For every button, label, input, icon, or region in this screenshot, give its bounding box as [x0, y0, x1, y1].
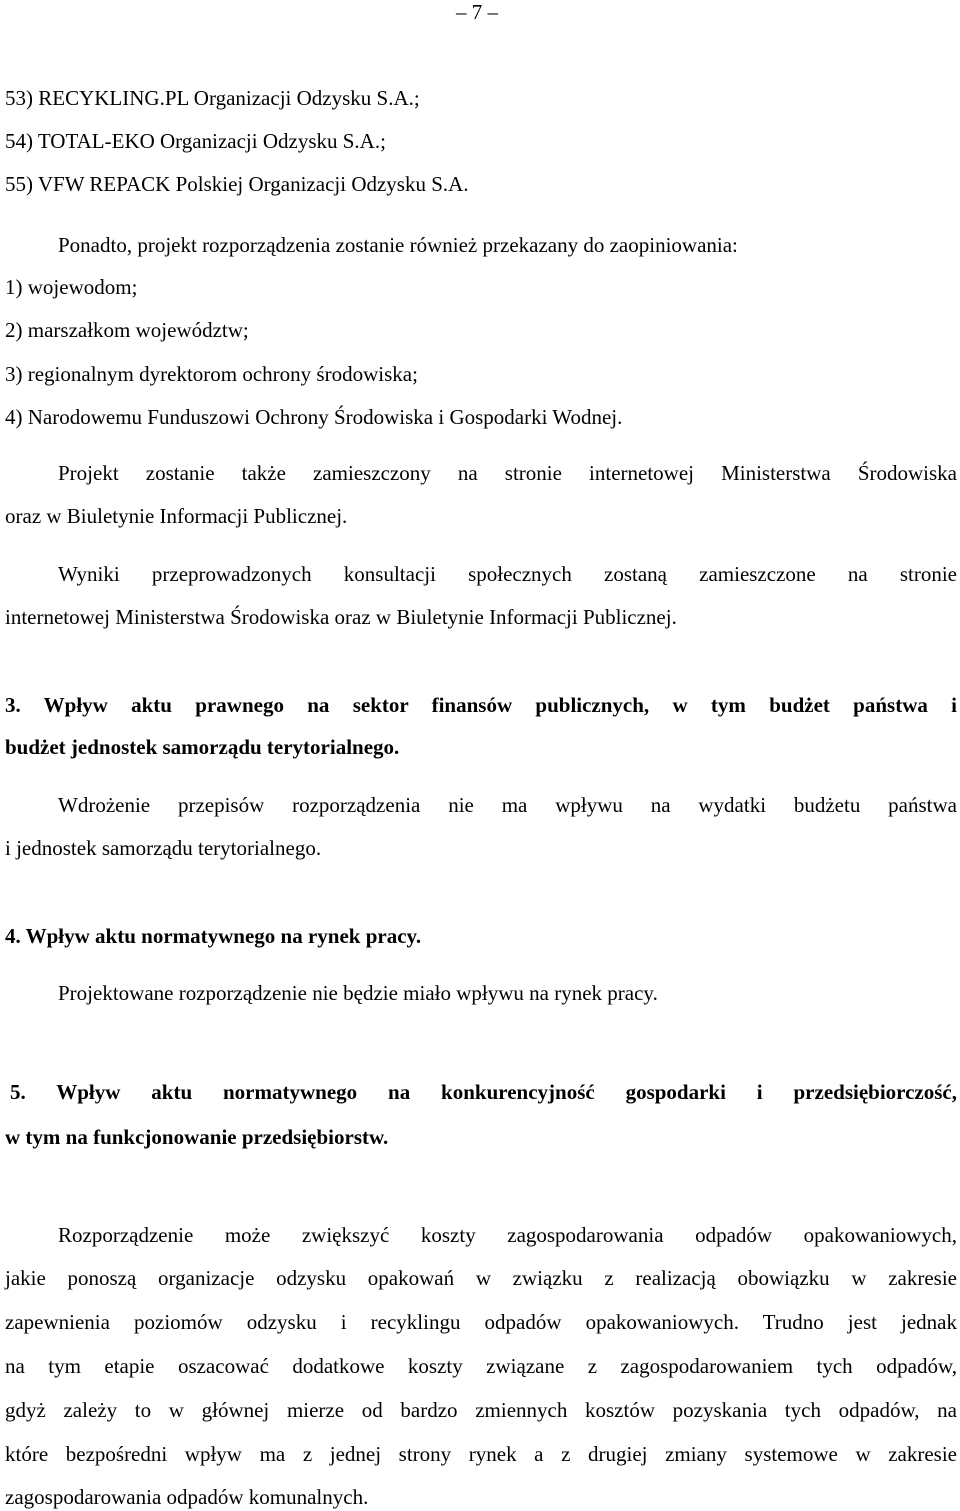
- section-heading: 4. Wpływ aktu normatywnego na rynek pracy.: [5, 924, 422, 948]
- paragraph-line: Projektowane rozporządzenie nie będzie miało wpływu na rynek pracy.: [58, 981, 658, 1005]
- paragraph-line: Rozporządzenie może zwiększyć koszty zagospodarowania odpadów opakowaniowych,: [58, 1223, 957, 1247]
- paragraph-line: Wyniki przeprowadzonych konsultacji społecznych zostaną zamieszczone na stronie: [58, 562, 957, 586]
- section-heading: 3. Wpływ aktu prawnego na sektor finansów publicznych, w tym budżet państwa i: [5, 693, 957, 717]
- paragraph-line: internetowej Ministerstwa Środowiska oraz w Biuletynie Informacji Publicznej.: [5, 605, 677, 629]
- list-item: 3) regionalnym dyrektorom ochrony środowiska;: [5, 362, 418, 386]
- paragraph-line: na tym etapie oszacować dodatkowe koszty związane z zagospodarowaniem tych odpadów,: [5, 1354, 957, 1378]
- section-heading: 5. Wpływ aktu normatywnego na konkurencyjność gospodarki i przedsiębiorczość,: [10, 1080, 957, 1104]
- list-item: 53) RECYKLING.PL Organizacji Odzysku S.A.;: [5, 86, 420, 110]
- paragraph-line: zapewnienia poziomów odzysku i recyklingu odpadów opakowaniowych. Trudno jest jednak: [5, 1310, 957, 1334]
- paragraph-line: Wdrożenie przepisów rozporządzenia nie ma wpływu na wydatki budżetu państwa: [58, 793, 957, 817]
- section-heading: budżet jednostek samorządu terytorialnego.: [5, 735, 400, 759]
- list-item: 4) Narodowemu Funduszowi Ochrony Środowiska i Gospodarki Wodnej.: [5, 405, 623, 429]
- list-item: 54) TOTAL-EKO Organizacji Odzysku S.A.;: [5, 129, 386, 153]
- consultation-intro: Ponadto, projekt rozporządzenia zostanie również przekazany do zaopiniowania:: [58, 233, 738, 257]
- paragraph-line: zagospodarowania odpadów komunalnych.: [5, 1485, 369, 1509]
- paragraph-line: jakie ponoszą organizacje odzysku opakowań w związku z realizacją obowiązku w zakresie: [5, 1266, 957, 1290]
- paragraph-line: Projekt zostanie także zamieszczony na stronie internetowej Ministerstwa Środowiska: [58, 461, 957, 485]
- paragraph-line: gdyż zależy to w głównej mierze od bardzo zmiennych kosztów pozyskania tych odpadów, na: [5, 1398, 957, 1422]
- paragraph-line: które bezpośredni wpływ ma z jednej strony rynek a z drugiej zmiany systemowe w zakresie: [5, 1442, 957, 1466]
- section-heading: w tym na funkcjonowanie przedsiębiorstw.: [5, 1125, 389, 1149]
- list-item: 2) marszałkom województw;: [5, 318, 249, 342]
- paragraph-line: i jednostek samorządu terytorialnego.: [5, 836, 322, 860]
- page-number: – 7 –: [456, 0, 498, 24]
- list-item: 1) wojewodom;: [5, 275, 138, 299]
- list-item: 55) VFW REPACK Polskiej Organizacji Odzysku S.A.: [5, 172, 469, 196]
- paragraph-line: oraz w Biuletynie Informacji Publicznej.: [5, 504, 348, 528]
